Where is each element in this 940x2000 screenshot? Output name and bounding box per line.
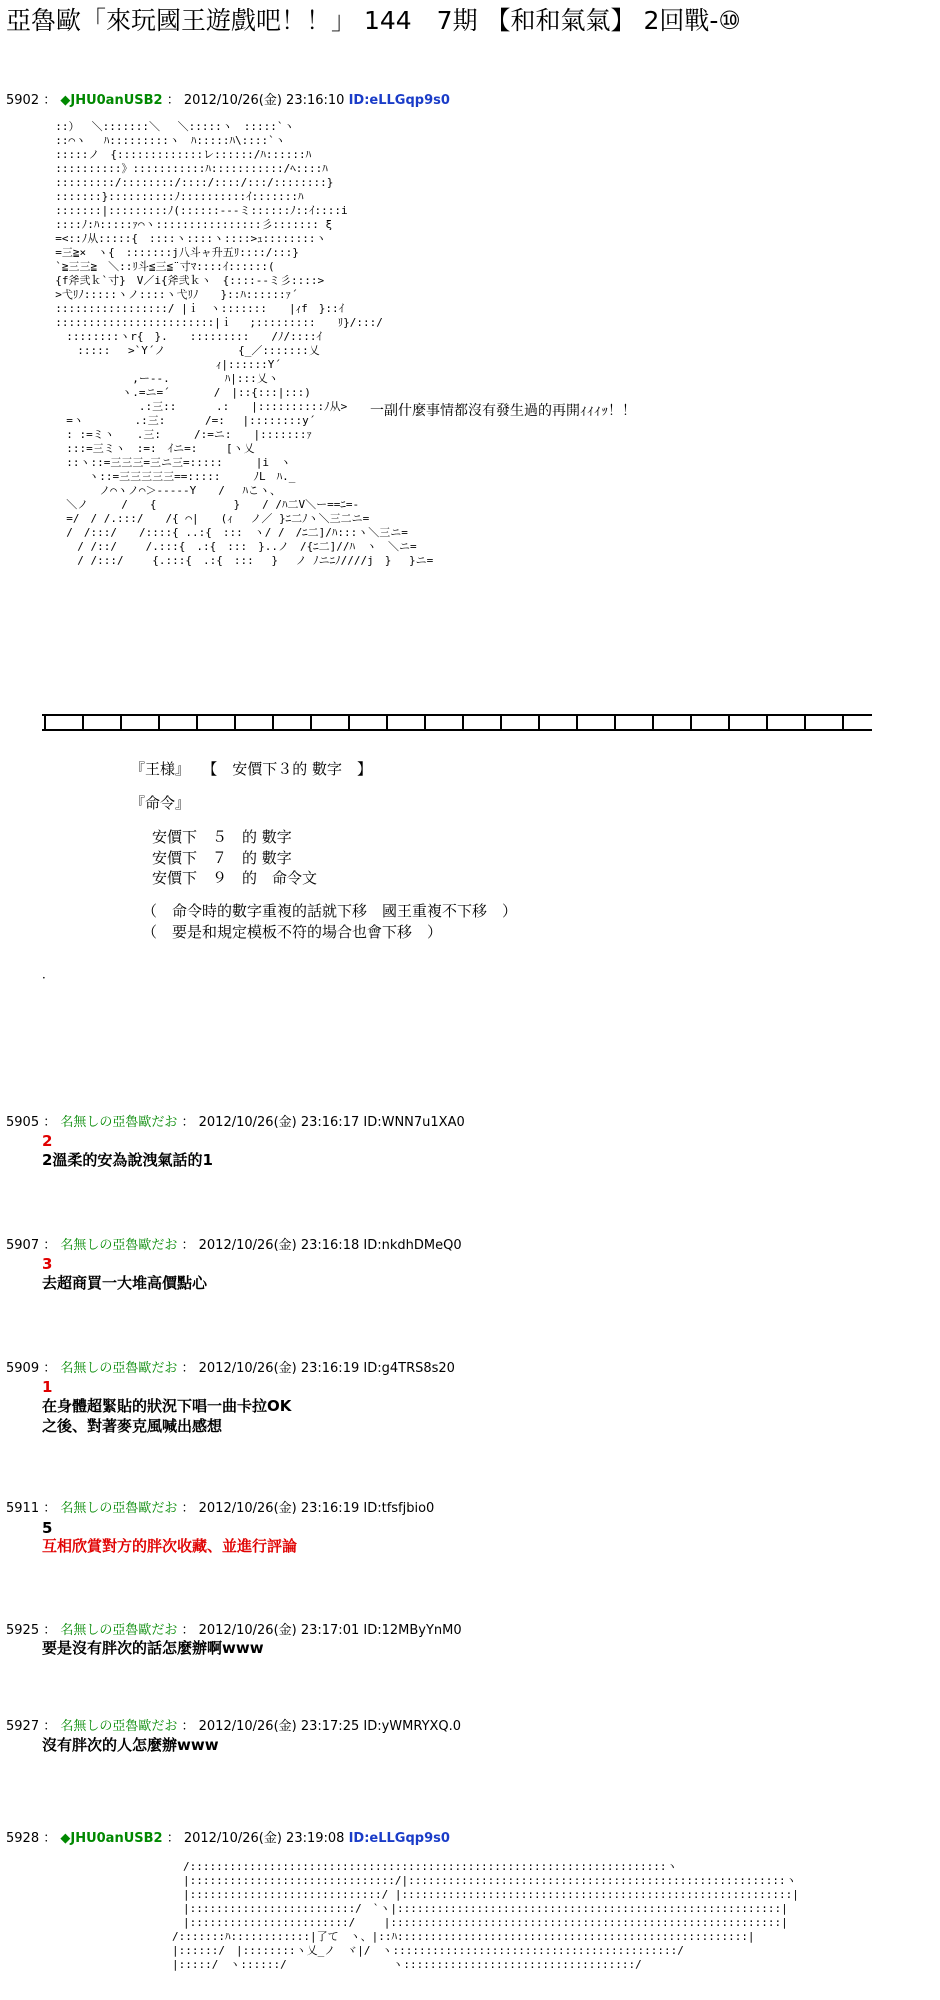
speech-text: 一副什麼事情都沒有發生過的再開ｨｨｨｯ！！ [370,403,636,419]
post-number[interactable]: 5905 [6,1115,40,1130]
poster-id[interactable]: ID:nkdhDMeQ0 [363,1238,462,1253]
poster-name: 名無しの亞魯歐だお [60,1361,178,1376]
poster-name: 名無しの亞魯歐だお [60,1115,178,1130]
post-number[interactable]: 5927 [6,1719,40,1734]
poster-name: 名無しの亞魯歐だお [60,1501,178,1516]
anchor-number: 5 [42,1519,53,1537]
poster-id[interactable]: ID:WNN7u1XA0 [363,1115,465,1130]
post-date: 2012/10/26(金) 23:16:19 [198,1361,360,1376]
post-date: 2012/10/26(金) 23:17:25 [198,1719,360,1734]
poster-id[interactable]: ID:tfsfjbio0 [363,1501,435,1516]
poster-name: ◆JHU0anUSB2 [60,1831,163,1846]
post-header: 5905 ： 名無しの亞魯歐だお ： 2012/10/26(金) 23:16:17 ID:WNN7u1XA0 [6,1115,465,1130]
poster-name: 名無しの亞魯歐だお [60,1719,178,1734]
poster-id[interactable]: ID:eLLGqp9s0 [348,1831,450,1846]
poster-id[interactable]: ID:12MByYnM0 [363,1623,462,1638]
post-number[interactable]: 5925 [6,1623,40,1638]
post-date: 2012/10/26(金) 23:19:08 [183,1831,345,1846]
post-date: 2012/10/26(金) 23:16:17 [198,1115,360,1130]
poster-name: ◆JHU0anUSB2 [60,93,163,108]
rule-order-3: 安價下 ９ 的 命令文 [152,869,318,887]
ascii-art-character: ::） ＼:::::::＼ ＼:::::ヽ :::::`ヽ ::⌒ヽ ﾊ:::::::::ヽ ﾊ:::::ﾊ\::::`ヽ :::::ノ {:::::::::::::レ::::::/ﾊ::::::ﾊ ::::::::::》:::::::::::ﾊ:::::::::::/ﾍ::::ﾊ :::::::::/::::::::/::::/::::/:::/::::::::} :::::::}::::::::::ﾉ::::::::::ｲ:::::::ﾊ :::::::|:::::::::ﾉ(::::::---ミ::::::ﾉ::ｲ::::i ::::ﾉ:ﾊ:::::ｧ⌒ヽ::::::::::::::::彡::::::: ξ =<::ﾉ从:::::{ ::::ヽ::::ヽ::::>ｭ::::::::ヽ =三≧× ヽ{ :::::::j八斗ャ升五ﾘ::::/:::} `≧三三≧ ＼::ﾘ斗≦三≦¨寸ﾏ::::ｲ::::::( {f斧弐ｋ`寸} V／i{斧弐ｋヽ {::::--ミ彡::::> >弋ﾘﾉ:::::ヽノ::::ヽ弋ﾘﾉ }::ﾊ::::::ｧ´ :::::::::::::::::/ |ｉ ヽ::::::: |ｨf }::ｲ ::::::::::::::::::::::::|ｉ ;::::::::: ﾘ}/:::/ ::::::::ヽr{ }. ::::::::: /ﾉ/::::ｲ ::::: >`Y´ノ {_／:::::::乂 ｨ|::::::Y´ ,ー‐‐. ﾊ|:::乂ヽ ヽ.=ニ=´ / |::{:::|:::) .:三:: .: |::::::::::ﾉ从> =ヽ .:三: /=: |::::::::y´ : :=ミヽ .三: /:=ニ: |:::::::ｧ :::=三ミヽ :=: ｲニ=: [ヽ乂 ::ヽ::=三三三=三ニ三=::::: |i ヽ ヽ::=三三三三三==::::: ﾉL ﾊ._ ノ⌒ヽノ⌒＞‐‐‐‐‐Y / ﾊこヽ、 ＼ノ / { } / /ﾊ二V＼ー==ﾆ=- =/ / /.:::/ /{ ⌒| (ｨ ノ／ }ﾆ二ﾉヽ＼三二ニ= / /:::/ /::::{ ..:{ ::: ヽ/ / /ﾆ二]/ﾊ:::ヽ＼三ニ= / /::/ /.:::{ .:{ ::: }..ノ /{ﾆ二]//ﾊ ヽ ＼ニ= / /:::/ {.:::{ .:{ ::: } ノ ﾉニﾆﾉ////j } }ニ= [55,120,434,567]
post-date: 2012/10/26(金) 23:16:10 [183,93,345,108]
poster-id[interactable]: ID:yWMRYXQ.0 [363,1719,462,1734]
post-body: 2溫柔的安為說洩氣話的1 [42,1151,213,1169]
post-body: 互相欣賞對方的胖次收藏、並進行評論 [42,1537,298,1555]
ascii-ruler-divider [42,712,872,734]
post-header: 5907 ： 名無しの亞魯歐だお ： 2012/10/26(金) 23:16:18 ID:nkdhDMeQ0 [6,1238,462,1253]
rule-note-1: （ 命令時的數字重複的話就下移 國王重複不下移 ） [142,902,518,920]
post-number[interactable]: 5909 [6,1361,40,1376]
post-header: 5928 ： ◆JHU0anUSB2 ： 2012/10/26(金) 23:19:08 ID:eLLGqp9s0 [6,1831,450,1846]
post-body: 在身體超緊貼的狀況下唱一曲卡拉OK [42,1397,292,1415]
rule-order-2: 安價下 ７ 的 數字 [152,849,292,867]
post-number[interactable]: 5907 [6,1238,40,1253]
anchor-number: 2 [42,1132,53,1150]
post-header: 5902 ： ◆JHU0anUSB2 ： 2012/10/26(金) 23:16:10 ID:eLLGqp9s0 [6,93,450,108]
post-number[interactable]: 5911 [6,1501,40,1516]
post-body: 沒有胖次的人怎麼辦www [42,1736,219,1754]
post-number[interactable]: 5928 [6,1831,40,1846]
post-header: 5909 ： 名無しの亞魯歐だお ： 2012/10/26(金) 23:16:19 ID:g4TRS8s20 [6,1361,455,1376]
post-header: 5925 ： 名無しの亞魯歐だお ： 2012/10/26(金) 23:17:01 ID:12MByYnM0 [6,1623,462,1638]
poster-id[interactable]: ID:g4TRS8s20 [363,1361,455,1376]
poster-name: 名無しの亞魯歐だお [60,1623,178,1638]
post-body: 要是沒有胖次的話怎麼辦啊www [42,1639,264,1657]
post-date: 2012/10/26(金) 23:16:18 [198,1238,360,1253]
post-header: 5911 ： 名無しの亞魯歐だお ： 2012/10/26(金) 23:16:19 ID:tfsfjbio0 [6,1501,435,1516]
rule-king: 『王様』 【 安價下３的 數字 】 [130,760,373,778]
rule-note-2: （ 要是和規定模板不符的場合也會下移 ） [142,923,443,941]
poster-id[interactable]: ID:eLLGqp9s0 [348,93,450,108]
rule-order-1: 安價下 ５ 的 數字 [152,828,292,846]
post-body: 去超商買一大堆高價點心 [42,1274,208,1292]
ascii-art-bottom: /::::::::::::::::::::::::::::::::::::::::::::::::::::::::::::::::::::::::ヽ |:::::::::::::::::::::::::::::::/|:::::::::::::::::::::::::::::::::::::::::::::::::::::::::ヽ |:::::::::::::::::::::::::::::/ |:::::::::::::::::::::::::::::::::::::::::::::::::::::::::::| |:::::::::::::::::::::::::/ `ヽ|::::::::::::::::::::::::::::::::::::::::::::::::::::::::::| |::::::::::::::::::::::::/ |:::::::::::::::::::::::::::::::::::::::::::::::::::::::::::| /:::::::ﾊ::::::::::::|了て ヽ、|::ﾊ:::::::::::::::::::::::::::::::::::::::::::::::::::::| |::::::/ |::::::::ヽ乂_ノ ヾ|/ ヽ:::::::::::::::::::::::::::::::::::::::::::/ |:::::/ ヽ::::::/ ヽ:::::::::::::::::::::::::::::::::::/ [171,1860,799,1971]
rule-order-heading: 『命令』 [130,794,191,812]
page-title: 亞魯歐「來玩國王遊戲吧！！」 144 7期 【和和氣氣】 2回戰-⑩ [6,6,741,35]
poster-name: 名無しの亞魯歐だお [60,1238,178,1253]
dot-mark: ． [42,967,55,981]
anchor-number: 1 [42,1378,53,1396]
post-date: 2012/10/26(金) 23:16:19 [198,1501,360,1516]
post-number[interactable]: 5902 [6,93,40,108]
post-body-line2: 之後、對著麥克風喊出感想 [42,1417,223,1435]
post-date: 2012/10/26(金) 23:17:01 [198,1623,360,1638]
game-rules [130,758,517,942]
post-header: 5927 ： 名無しの亞魯歐だお ： 2012/10/26(金) 23:17:25 ID:yWMRYXQ.0 [6,1719,462,1734]
anchor-number: 3 [42,1255,53,1273]
